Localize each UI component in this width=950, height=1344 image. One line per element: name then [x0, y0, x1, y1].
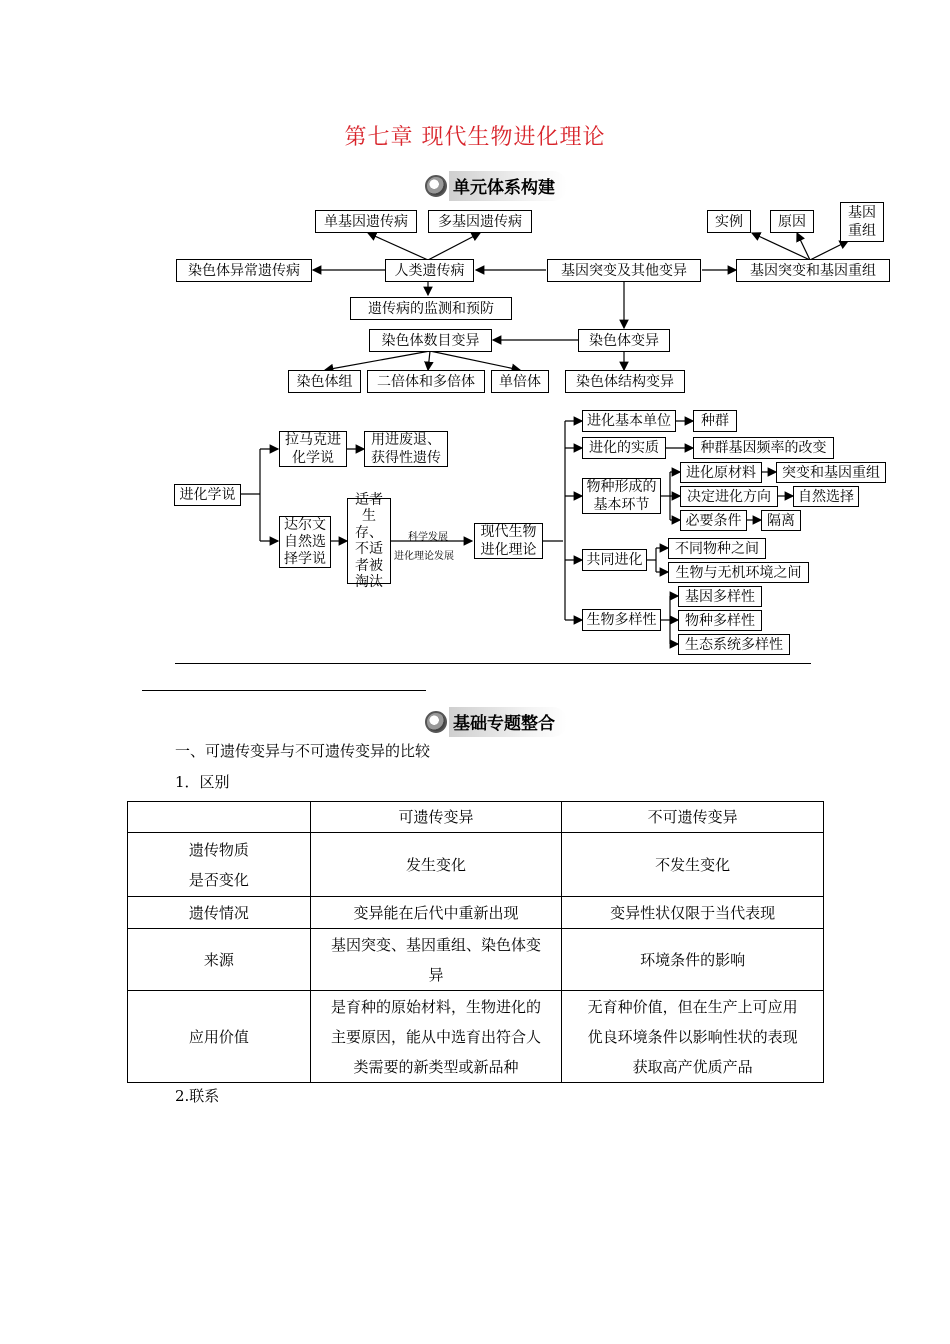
table-header-cell: 不可遗传变异	[562, 802, 824, 833]
node-biodiversity: 生物多样性	[582, 609, 661, 631]
node-darwin-theory: 达尔文 自然选 择学说	[279, 516, 331, 568]
table-header-cell	[128, 802, 311, 833]
table-cell: 应用价值	[128, 991, 311, 1083]
node-natural-selection: 自然选择	[793, 486, 859, 507]
node-use-and-disuse: 用进废退、 获得性遗传	[364, 431, 448, 467]
node-ecosystem-diversity: 生态系统多样性	[678, 634, 790, 655]
node-evolution-theories: 进化学说	[174, 484, 241, 506]
table-cell: 遗传物质 是否变化	[128, 833, 311, 897]
section-heading: 一、可遗传变异与不可遗传变异的比较	[175, 742, 431, 760]
node-lamarck-theory: 拉马克进 化学说	[279, 431, 347, 467]
arrow-label-theory-development: 进化理论发展	[394, 551, 454, 562]
table-cell: 无育种价值，但在生产上可应用 优良环境条件以影响性状的表现 获取高产优质产品	[562, 991, 824, 1083]
table-cell: 发生变化	[310, 833, 562, 897]
node-speciation-steps: 物种形成的 基本环节	[582, 478, 661, 514]
subsection-heading: 1．区别	[175, 773, 230, 791]
table-cell: 来源	[128, 929, 311, 991]
node-chromosome-abnormal-disease: 染色体异常遗传病	[176, 259, 312, 282]
answer-blank-line	[142, 690, 426, 691]
node-mutation-and-other-variation: 基因突变及其他变异	[547, 259, 701, 282]
node-basic-unit: 进化基本单位	[582, 410, 676, 432]
comparison-table	[127, 801, 824, 1083]
node-diploid-polyploid: 二倍体和多倍体	[367, 370, 485, 393]
node-raw-material: 进化原材料	[680, 462, 762, 483]
node-modern-evolution-theory: 现代生物 进化理论	[474, 523, 543, 559]
node-cause: 原因	[770, 210, 814, 233]
node-chromosome-variation: 染色体变异	[578, 329, 670, 352]
table-row	[128, 991, 824, 1083]
node-gene-frequency-change: 种群基因频率的改变	[693, 437, 834, 459]
subsection-heading: 2.联系	[175, 1087, 220, 1105]
table-cell: 变异能在后代中重新出现	[310, 897, 562, 929]
node-human-genetic-disease: 人类遗传病	[385, 259, 474, 282]
node-multi-gene-disease: 多基因遗传病	[428, 210, 532, 233]
banner-label: 基础专题整合	[449, 707, 567, 737]
table-cell: 是育种的原始材料，生物进化的 主要原因，能从中选育出符合人 类需要的新类型或新品种	[310, 991, 562, 1083]
table-row	[128, 833, 824, 897]
table-header-cell: 可遗传变异	[310, 802, 562, 833]
node-mutation-recombination: 突变和基因重组	[776, 462, 886, 483]
node-gene-recombination-short: 基因 重组	[840, 202, 884, 242]
section-banner-topics	[425, 708, 567, 736]
node-direction: 决定进化方向	[680, 486, 778, 507]
node-chromosome-number-variation: 染色体数目变异	[369, 329, 492, 352]
node-population: 种群	[693, 410, 737, 432]
table-cell: 基因突变、基因重组、染色体变 异	[310, 929, 562, 991]
node-species-diversity: 物种多样性	[678, 610, 762, 631]
node-single-gene-disease: 单基因遗传病	[315, 210, 417, 233]
node-gene-diversity: 基因多样性	[678, 586, 762, 607]
node-mutation-and-recombination: 基因突变和基因重组	[736, 259, 890, 282]
table-row	[128, 897, 824, 929]
page-title: 第七章 现代生物进化理论	[344, 125, 606, 150]
node-haploid: 单倍体	[491, 370, 549, 393]
node-example: 实例	[707, 210, 751, 233]
table-cell: 环境条件的影响	[562, 929, 824, 991]
leaf-badge-icon	[425, 711, 447, 733]
table-header-row	[128, 802, 824, 833]
node-necessary-condition: 必要条件	[680, 510, 747, 531]
node-organism-environment: 生物与无机环境之间	[668, 562, 809, 583]
node-isolation: 隔离	[761, 510, 801, 531]
node-chromosome-set: 染色体组	[288, 370, 361, 393]
banner-label: 单元体系构建	[449, 171, 567, 201]
node-coevolution: 共同进化	[582, 549, 647, 571]
table-cell: 变异性状仅限于当代表现	[562, 897, 824, 929]
table-cell: 遗传情况	[128, 897, 311, 929]
node-chromosome-structure-variation: 染色体结构变异	[565, 370, 685, 393]
answer-blank-line	[175, 663, 811, 664]
node-between-species: 不同物种之间	[668, 538, 766, 559]
node-essence: 进化的实质	[582, 437, 666, 459]
table-row	[128, 929, 824, 991]
arrow-label-science-development: 科学发展	[408, 532, 448, 543]
node-monitoring-prevention: 遗传病的监测和预防	[350, 297, 512, 320]
table-cell: 不发生变化	[562, 833, 824, 897]
node-survival-of-fittest: 适者 生存、 不适 者被 淘汰	[347, 498, 391, 584]
